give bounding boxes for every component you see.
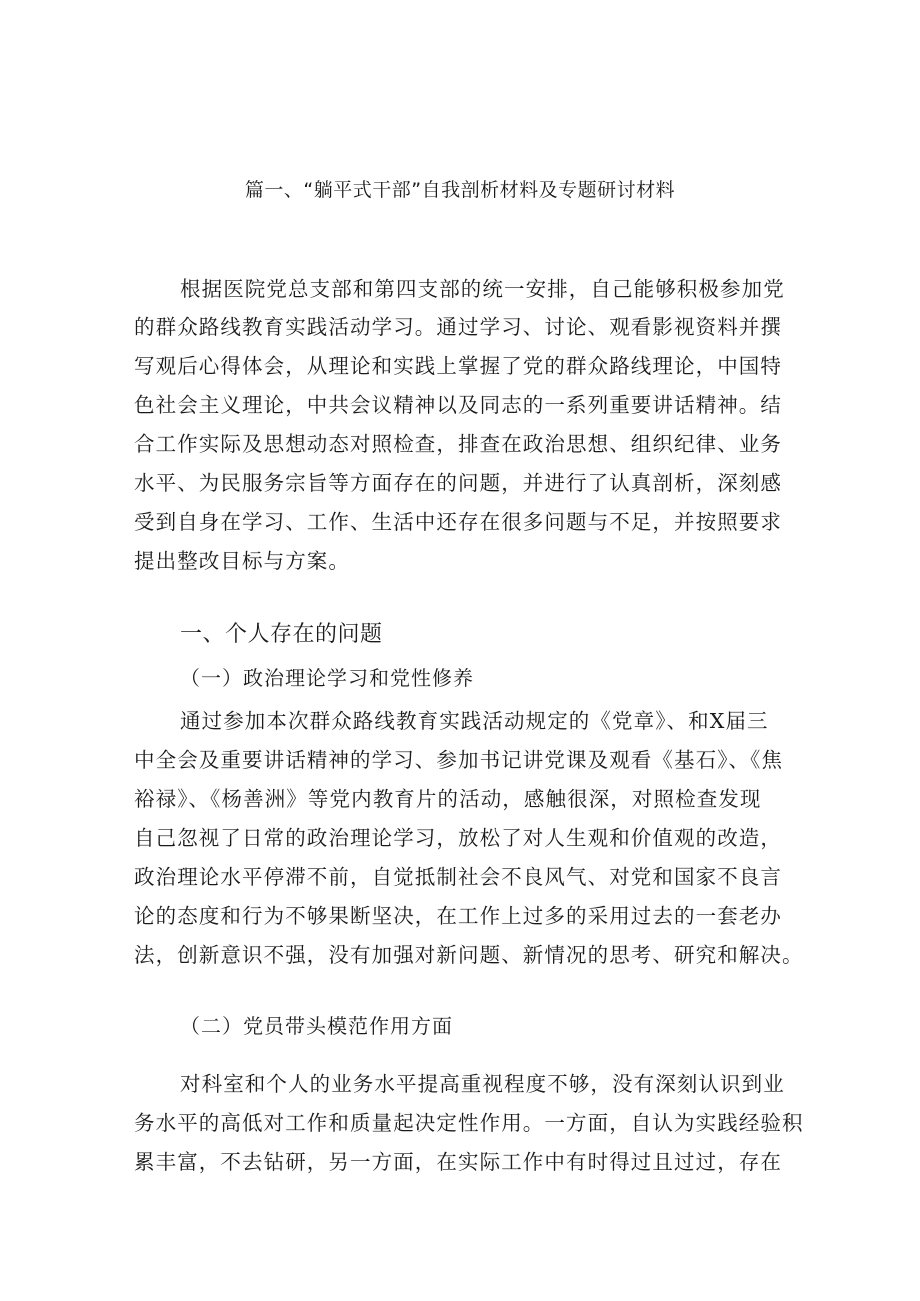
intro-line-7: 受到自身在学习、工作、生活中还存在很多问题与不足，并按照要求 xyxy=(134,510,782,534)
intro-line-4: 色社会主义理论，中共会议精神以及同志的一系列重要讲话精神。结 xyxy=(134,393,782,417)
document-title: 篇一、“躺平式干部”自我剖析材料及专题研讨材料 xyxy=(244,179,676,201)
sub2-line-3: 累丰富，不去钻研，另一方面，在实际工作中有时得过且过过，存在 xyxy=(134,1150,782,1174)
section-heading-1: 一、个人存在的问题 xyxy=(180,622,383,647)
sub1-line-2: 中全会及重要讲话精神的学习、参加书记讲党课及观看《基石》、《焦 xyxy=(134,748,784,772)
intro-line-3: 写观后心得体会，从理论和实践上掌握了党的群众路线理论，中国特 xyxy=(134,354,782,378)
sub1-line-6: 论的态度和行为不够果断坚决，在工作上过多的采用过去的一套老办 xyxy=(134,904,782,928)
intro-line-2: 的群众路线教育实践活动学习。通过学习、讨论、观看影视资料并撰 xyxy=(134,315,782,339)
sub1-line-5: 政治理论水平停滞不前，自觉抵制社会不良风气、对党和国家不良言 xyxy=(134,865,782,889)
intro-line-1: 根据医院党总支部和第四支部的统一安排，自己能够积极参加党 xyxy=(180,277,785,301)
sub1-line-3: 裕禄》、《杨善洲》等党内教育片的活动，感触很深，对照检查发现 xyxy=(134,787,762,811)
sub1-line-1: 通过参加本次群众路线教育实践活动规定的《党章》、和X届三 xyxy=(180,709,769,733)
sub1-line-4: 自己忽视了日常的政治理论学习，放松了对人生观和价值观的改造， xyxy=(134,826,782,850)
sub2-line-2: 务水平的高低对工作和质量起决定性作用。一方面，自认为实践经验积 xyxy=(134,1111,804,1135)
sub2-line-1: 对科室和个人的业务水平提高重视程度不够，没有深刻认识到业 xyxy=(180,1072,785,1096)
sub1-line-7: 法，创新意识不强，没有加强对新问题、新情况的思考、研究和解决。 xyxy=(134,943,804,967)
intro-line-6: 水平、为民服务宗旨等方面存在的问题，并进行了认真剖析，深刻感 xyxy=(134,471,782,495)
intro-line-5: 合工作实际及思想动态对照检查，排查在政治思想、组织纪律、业务 xyxy=(134,432,782,456)
subsection-heading-1: （一）政治理论学习和党性修养 xyxy=(180,666,474,690)
subsection-heading-2: （二）党员带头模范作用方面 xyxy=(180,1014,453,1038)
intro-line-8: 提出整改目标与方案。 xyxy=(134,549,350,573)
